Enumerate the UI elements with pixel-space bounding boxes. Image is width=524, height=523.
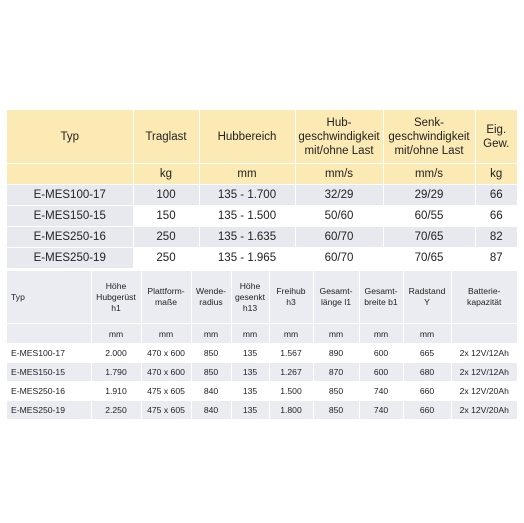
table-cell: 2.250 (91, 401, 141, 420)
table-cell: 850 (191, 363, 231, 382)
table-cell: E-MES250-16 (7, 382, 91, 401)
table-cell: 135 - 1.965 (199, 248, 295, 269)
table2-body (7, 344, 517, 420)
table-cell: E-MES250-19 (7, 401, 91, 420)
table-cell: 850 (313, 382, 359, 401)
column-header: Eig. Gew. (475, 110, 517, 164)
specs-table-dimensions (7, 271, 517, 420)
table-cell: 135 - 1.700 (199, 185, 295, 206)
column-header: Hubbereich (199, 110, 295, 164)
table-cell: 665 (403, 344, 451, 363)
table-cell: 150 (133, 206, 199, 227)
table-cell: E-MES150-15 (7, 206, 133, 227)
table-cell: 740 (359, 401, 403, 420)
column-header: Gesamt- länge l1 (313, 271, 359, 324)
unit-cell: mm/s (295, 164, 383, 185)
table-cell: 890 (313, 344, 359, 363)
unit-cell (7, 324, 91, 344)
table-cell: 66 (475, 206, 517, 227)
unit-cell: mm (199, 164, 295, 185)
unit-cell: mm (141, 324, 191, 344)
column-header: Plattform- maße (141, 271, 191, 324)
table-cell: 2x 12V/12Ah (451, 344, 517, 363)
unit-cell: kg (133, 164, 199, 185)
unit-cell: mm/s (383, 164, 475, 185)
table-cell: 50/60 (295, 206, 383, 227)
unit-cell: kg (475, 164, 517, 185)
table-cell: 135 (231, 363, 269, 382)
table-cell: 1.790 (91, 363, 141, 382)
spec-tables (7, 110, 517, 420)
table-cell: 82 (475, 227, 517, 248)
column-header: Wende- radius (191, 271, 231, 324)
unit-cell: mm (91, 324, 141, 344)
table-row (7, 401, 517, 420)
table-cell: 660 (403, 401, 451, 420)
column-header: Freihub h3 (269, 271, 313, 324)
table-cell: 32/29 (295, 185, 383, 206)
table-cell: 1.800 (269, 401, 313, 420)
table-row (7, 363, 517, 382)
column-header: Höhe gesenkt h13 (231, 271, 269, 324)
table-cell: 660 (403, 382, 451, 401)
table-cell: 250 (133, 248, 199, 269)
table-cell: E-MES250-19 (7, 248, 133, 269)
table-cell: 135 (231, 344, 269, 363)
table-cell: E-MES150-15 (7, 363, 91, 382)
unit-cell: mm (269, 324, 313, 344)
table-cell: 60/70 (295, 227, 383, 248)
table-cell: 600 (359, 344, 403, 363)
column-header: Typ (7, 110, 133, 164)
table-cell: 66 (475, 185, 517, 206)
table-row (7, 344, 517, 363)
table-cell: 470 x 600 (141, 344, 191, 363)
table-cell: 29/29 (383, 185, 475, 206)
column-header: Traglast (133, 110, 199, 164)
table-cell: E-MES100-17 (7, 185, 133, 206)
table-row (7, 248, 517, 269)
table1-header-row (7, 110, 517, 164)
table-cell: E-MES250-16 (7, 227, 133, 248)
unit-cell: mm (231, 324, 269, 344)
column-header: Typ (7, 271, 91, 324)
table-cell: 135 (231, 401, 269, 420)
table1-units-row (7, 164, 517, 185)
table-cell: 2x 12V/20Ah (451, 382, 517, 401)
table-cell: 870 (313, 363, 359, 382)
table-cell: 2x 12V/12Ah (451, 363, 517, 382)
table-cell: 600 (359, 363, 403, 382)
unit-cell (451, 324, 517, 344)
table1-body (7, 185, 517, 269)
table-cell: 70/65 (383, 227, 475, 248)
table-cell: 60/70 (295, 248, 383, 269)
table-cell: 740 (359, 382, 403, 401)
table-cell: 60/55 (383, 206, 475, 227)
table-cell: E-MES100-17 (7, 344, 91, 363)
table-cell: 840 (191, 401, 231, 420)
table-cell: 475 x 605 (141, 401, 191, 420)
table-row (7, 227, 517, 248)
table-cell: 135 - 1.635 (199, 227, 295, 248)
table-cell: 1.500 (269, 382, 313, 401)
unit-cell: mm (191, 324, 231, 344)
table-row (7, 185, 517, 206)
table-row (7, 206, 517, 227)
table-cell: 2.000 (91, 344, 141, 363)
table-cell: 850 (313, 401, 359, 420)
table-cell: 135 - 1.500 (199, 206, 295, 227)
table-cell: 1.267 (269, 363, 313, 382)
column-header: Hub- geschwindigkeit mit/ohne Last (295, 110, 383, 164)
table-cell: 850 (191, 344, 231, 363)
unit-cell: mm (403, 324, 451, 344)
table-cell: 680 (403, 363, 451, 382)
table-cell: 250 (133, 227, 199, 248)
specs-table-main (7, 110, 517, 269)
unit-cell: mm (313, 324, 359, 344)
table-cell: 840 (191, 382, 231, 401)
table2-header-row (7, 271, 517, 324)
table-cell: 135 (231, 382, 269, 401)
table-cell: 470 x 600 (141, 363, 191, 382)
column-header: Senk- geschwindigkeit mit/ohne Last (383, 110, 475, 164)
table-cell: 87 (475, 248, 517, 269)
table-cell: 1.567 (269, 344, 313, 363)
column-header: Gesamt- breite b1 (359, 271, 403, 324)
unit-cell: mm (359, 324, 403, 344)
table-cell: 100 (133, 185, 199, 206)
column-header: Radstand Y (403, 271, 451, 324)
table-cell: 70/65 (383, 248, 475, 269)
table-cell: 2x 12V/20Ah (451, 401, 517, 420)
table-cell: 475 x 605 (141, 382, 191, 401)
unit-cell (7, 164, 133, 185)
table2-units-row (7, 324, 517, 344)
table-row (7, 382, 517, 401)
table-cell: 1.910 (91, 382, 141, 401)
column-header: Batterie- kapazität (451, 271, 517, 324)
column-header: Höhe Hubgerüst h1 (91, 271, 141, 324)
